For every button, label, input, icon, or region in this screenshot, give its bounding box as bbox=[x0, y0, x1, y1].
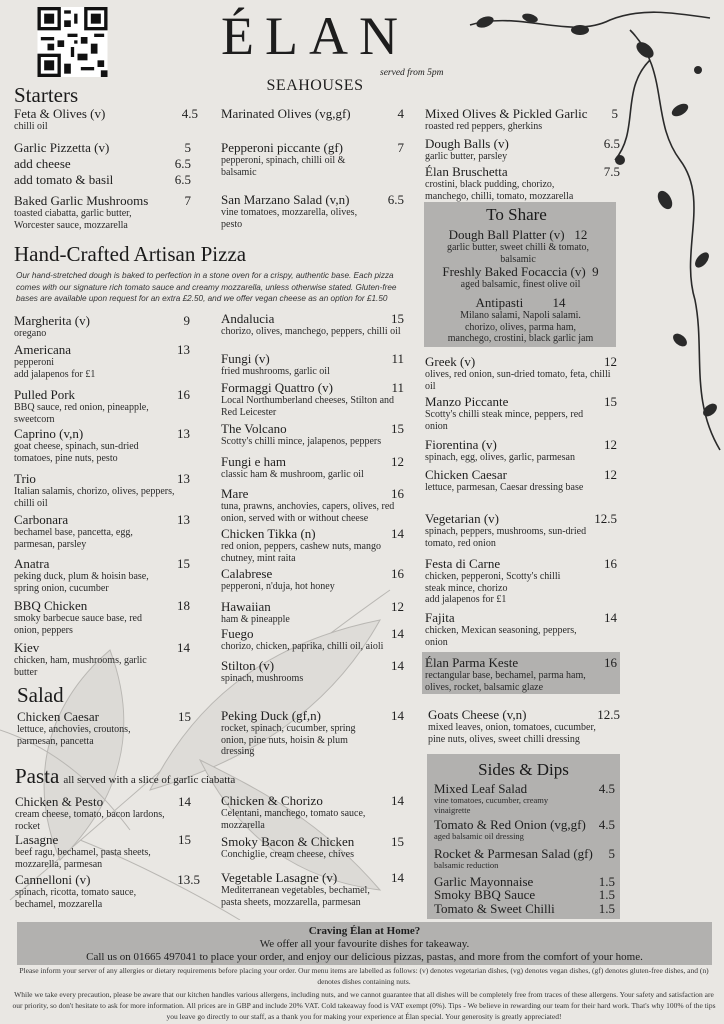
menu-item: Americana 13 pepperoni add jalapenos for £1 bbox=[14, 342, 190, 380]
served-note: served from 5pm bbox=[380, 68, 444, 78]
menu-item: Mixed Olives & Pickled Garlic 5 roasted red peppers, gherkins bbox=[425, 106, 618, 132]
menu-item: Stilton (v) 14 spinach, mushrooms bbox=[221, 658, 404, 684]
menu-item: Fuego 14 chorizo, chicken, paprika, chilli oil, aioli bbox=[221, 626, 404, 652]
menu-item: Chicken Caesar 12 lettuce, parmesan, Caesar dressing base bbox=[425, 467, 617, 493]
brand-title: ÉLAN bbox=[221, 6, 409, 66]
section-heading-pizza: Hand-Crafted Artisan Pizza bbox=[14, 242, 247, 266]
menu-item: Trio 13 Italian salamis, chorizo, olives, peppers, chilli oil bbox=[14, 471, 190, 509]
menu-item: Tomato & Sweet Chilli 1.5 bbox=[434, 901, 615, 916]
menu-item: Mixed Leaf Salad 4.5 vine tomatoes, cucumber, creamy vinaigrette bbox=[434, 781, 615, 815]
menu-item: Hawaiian 12 ham & pineapple bbox=[221, 599, 404, 625]
menu-item: Élan Bruschetta 7.5 crostini, black pudding, chorizo, manchego, chilli, tomato, mozzarella bbox=[425, 164, 620, 202]
menu-item: Vegetable Lasagne (v) 14 Mediterranean vegetables, bechamel, pasta sheets, mozzarella, parmesan bbox=[221, 870, 404, 908]
menu-item: Chicken Tikka (n) 14 red onion, peppers, cashew nuts, mango chutney, mint raita bbox=[221, 526, 404, 564]
section-heading-to-share: To Share bbox=[486, 205, 547, 224]
menu-item: Carbonara 13 bechamel base, pancetta, egg, parmesan, parsley bbox=[14, 512, 190, 550]
pasta-note: all served with a slice of garlic ciabatta bbox=[63, 774, 236, 786]
menu-item: Smoky BBQ Sauce 1.5 bbox=[434, 887, 615, 902]
menu-item: Festa di Carne 16 chicken, pepperoni, Scotty's chilli steak mince, chorizo add jalapenos for £1 bbox=[425, 556, 617, 605]
menu-item: Garlic Pizzetta (v) 5 add cheese 6.5 add tomato & basil 6.5 bbox=[14, 140, 191, 187]
menu-item: Baked Garlic Mushrooms 7 toasted ciabatta, garlic butter, Worcester sauce, mozzarella bbox=[14, 193, 191, 231]
takeaway-line: We offer all your favourite dishes for takeaway. bbox=[259, 938, 470, 950]
allergen-note-2: While we take every precaution, please be aware that our kitchen handles various allergens, including nuts, and we cannot guarantee that all dishes will be completely free from traces of these allergens. Your safety and satisfaction are our priority, so don't hesitate to ask for more information. All prices are in GBP and include 20% VAT. Cold takeaway food is VAT exempt (0%). Tips - We believe in rewarding our team for their hard work. That's why 100% of the tips you leave go directly to our staff, as a thank you for making your experience at Élan special. Your generosity is greatly appreciated! bbox=[12, 990, 716, 1021]
menu-item: Élan Parma Keste 16 rectangular base, bechamel, parma ham, olives, rocket, balsamic glaze bbox=[425, 655, 617, 693]
menu-item: Fiorentina (v) 12 spinach, egg, olives, garlic, parmesan bbox=[425, 437, 617, 463]
menu-item: BBQ Chicken 18 smoky barbecue sauce base, red onion, peppers bbox=[14, 598, 190, 636]
takeaway-heading: Craving Élan at Home? bbox=[308, 925, 421, 937]
menu-item: Calabrese 16 pepperoni, n'duja, hot honey bbox=[221, 566, 404, 592]
menu-item: Chicken Caesar 15 lettuce, anchovies, croutons, parmesan, pancetta bbox=[17, 709, 191, 747]
menu-item: Andalucia 15 chorizo, olives, manchego, peppers, chilli oil bbox=[221, 311, 404, 337]
menu-item: Pulled Pork 16 BBQ sauce, red onion, pineapple, sweetcorn bbox=[14, 387, 190, 425]
menu-item: Fajita 14 chicken, Mexican seasoning, peppers, onion bbox=[425, 610, 617, 648]
takeaway-banner bbox=[17, 922, 712, 965]
menu-item: Dough Balls (v) 6.5 garlic butter, parsley bbox=[425, 136, 620, 162]
menu-item: Chicken & Pesto 14 cream cheese, tomato, bacon lardons, rocket bbox=[15, 794, 191, 832]
menu-item: Pepperoni piccante (gf) 7 pepperoni, spinach, chilli oil & balsamic bbox=[221, 140, 404, 178]
menu-item: Margherita (v) 9 oregano bbox=[14, 313, 190, 339]
location-subtitle: SEAHOUSES bbox=[266, 77, 364, 94]
section-heading-pasta: Pasta bbox=[15, 764, 60, 788]
menu-item: Manzo Piccante 15 Scotty's chilli steak mince, peppers, red onion bbox=[425, 394, 617, 432]
menu-item: Vegetarian (v) 12.5 spinach, peppers, mushrooms, sun-dried tomato, red onion bbox=[425, 511, 617, 549]
qr-code-icon[interactable] bbox=[36, 7, 109, 77]
menu-item: Fungi (v) 11 fried mushrooms, garlic oil bbox=[221, 351, 404, 377]
menu-item: Peking Duck (gf,n) 14 rocket, spinach, cucumber, spring onion, pine nuts, hoisin & plum dressing bbox=[221, 708, 404, 757]
allergen-notes bbox=[12, 965, 716, 1022]
menu-item: Antipasti 14 Milano salami, Napoli salami. chorizo, olives, parma ham, manchego, crostini, black garlic jam bbox=[447, 295, 594, 344]
menu-item: Formaggi Quattro (v) 11 Local Northumberland cheeses, Stilton and Red Leicester bbox=[221, 380, 404, 418]
menu-item: Greek (v) 12 olives, red onion, sun-dried tomato, feta, chilli oil bbox=[425, 354, 617, 392]
menu-item: Cannelloni (v) 13.5 spinach, ricotta, tomato sauce, bechamel, mozzarella bbox=[15, 872, 200, 910]
menu-item: Rocket & Parmesan Salad (gf) 5 balsamic reduction bbox=[434, 846, 615, 870]
section-heading-starters: Starters bbox=[14, 83, 79, 107]
menu-item: Fungi e ham 12 classic ham & mushroom, garlic oil bbox=[221, 454, 404, 480]
menu-item: Garlic Mayonnaise 1.5 bbox=[434, 874, 615, 889]
menu-item: Marinated Olives (vg,gf) 4 bbox=[221, 106, 404, 121]
menu-item: Goats Cheese (v,n) 12.5 mixed leaves, onion, tomatoes, cucumber, pine nuts, olives, sweet chilli dressing bbox=[428, 707, 620, 745]
allergen-note-1: Please inform your server of any allergies or dietary requirements before placing your order. Our menu items are labelled as follows: (v) denotes vegetarian dishes, (vg) denotes vegan dishes, (gf) denotes gluten-free dishes, and (n) denotes dishes containing nuts. bbox=[19, 966, 709, 986]
menu-item: San Marzano Salad (v,n) 6.5 vine tomatoes, mozzarella, olives, pesto bbox=[221, 192, 404, 230]
takeaway-call-line: Call us on 01665 497041 to place your order, and enjoy our delicious pizzas, pastas, and more from the comfort of your home. bbox=[86, 951, 643, 963]
menu-item: Chicken & Chorizo 14 Celentani, manchego, tomato sauce, mozzarella bbox=[221, 793, 404, 831]
pizza-intro-text: Our hand-stretched dough is baked to perfection in a stone oven for a crispy, authentic base. Each pizza comes with our signature rich tomato sauce and creamy mozzarella, unless otherwise stated. Gluten-free bases are available upon request for an extra £2.50, and we offer vegan cheese as an option for £1.50 bbox=[16, 271, 397, 303]
menu-item: Mare 16 tuna, prawns, anchovies, capers, olives, red onion, served with or without cheese bbox=[221, 486, 404, 524]
section-heading-sides: Sides & Dips bbox=[478, 760, 569, 779]
menu-item: Dough Ball Platter (v) 12 garlic butter, sweet chilli & tomato, balsamic bbox=[446, 227, 590, 265]
section-heading-pasta-wrap bbox=[15, 764, 235, 788]
menu-item: Kiev 14 chicken, ham, mushrooms, garlic butter bbox=[14, 640, 190, 678]
menu-item: Freshly Baked Focaccia (v) 9 aged balsamic, finest olive oil bbox=[442, 264, 599, 290]
menu-item: Tomato & Red Onion (vg,gf) 4.5 aged balsamic oil dressing bbox=[434, 817, 615, 841]
section-heading-salad: Salad bbox=[17, 683, 64, 707]
menu-item: Lasagne 15 beef ragu, bechamel, pasta sheets, mozzarella, parmesan bbox=[15, 832, 191, 870]
menu-item: Anatra 15 peking duck, plum & hoisin base, spring onion, cucumber bbox=[14, 556, 190, 594]
menu-item: The Volcano 15 Scotty's chilli mince, jalapenos, peppers bbox=[221, 421, 404, 447]
menu-item: Caprino (v,n) 13 goat cheese, spinach, sun-dried tomatoes, pine nuts, pesto bbox=[14, 426, 190, 464]
menu-item: Smoky Bacon & Chicken 15 Conchiglie, cream cheese, chives bbox=[221, 834, 404, 860]
menu-item: Feta & Olives (v) 4.5 chilli oil bbox=[14, 106, 198, 132]
